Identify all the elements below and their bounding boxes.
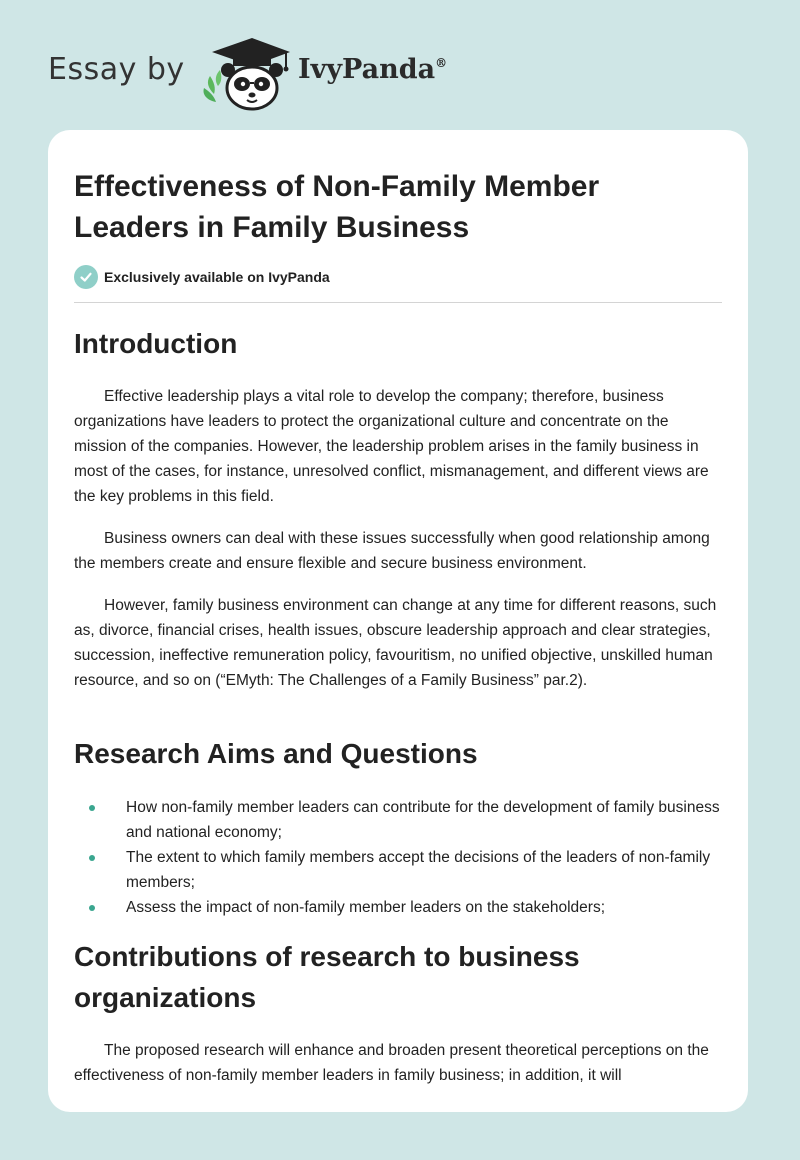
section-heading-contributions: Contributions of research to business organizations: [74, 941, 580, 1013]
section-heading-introduction: Introduction: [74, 328, 238, 359]
paragraph: Business owners can deal with these issues successfully when good relationship among the members create and ensure flexible and secure business environment.: [74, 530, 710, 572]
aims-list: [74, 795, 722, 920]
exclusive-text: Exclusively available on IvyPanda: [104, 269, 330, 285]
exclusive-badge: [74, 264, 330, 290]
brand-name[interactable]: IvyPanda®: [298, 54, 448, 85]
list-item: How non-family member leaders can contribute for the development of family business and national economy;: [74, 795, 722, 845]
ivypanda-logo-icon[interactable]: [200, 36, 292, 112]
checkmark-icon: [74, 265, 98, 289]
essay-title: Effectiveness of Non-Family Member Leaders in Family Business: [74, 170, 600, 244]
section-heading-research-aims: Research Aims and Questions: [74, 738, 478, 769]
registered-mark: ®: [435, 56, 448, 70]
paragraph: However, family business environment can change at any time for different reasons, such as, divorce, financial crises, health issues, obscure leadership approach and clear strategies, succession, ineffective remuneration policy, favouritism, no unified objective, unskilled human resource, and so on (“EMyth: The Challenges of a Family Business” par.2).: [74, 597, 717, 689]
essay-by-label: Essay by: [48, 52, 185, 87]
site-header: [48, 34, 548, 114]
essay-card: [48, 130, 748, 1112]
bullet-icon: [89, 855, 95, 861]
bullet-icon: [89, 905, 95, 911]
paragraph: Effective leadership plays a vital role to develop the company; therefore, business organizations have leaders to protect the organizational culture and concentrate on the mission of the companies. However, the leadership problem arises in the family business in most of the cases, for instance, unresolved conflict, mismanagement, and different views are the key problems in this field.: [74, 388, 709, 505]
bullet-icon: [89, 805, 95, 811]
list-item: Assess the impact of non-family member leaders on the stakeholders;: [74, 895, 722, 920]
list-item: The extent to which family members accept the decisions of the leaders of non-family members;: [74, 845, 722, 895]
paragraph: The proposed research will enhance and broaden present theoretical perceptions on the effectiveness of non-family member leaders in family business; in addition, it will: [74, 1042, 709, 1084]
divider: [74, 302, 722, 303]
